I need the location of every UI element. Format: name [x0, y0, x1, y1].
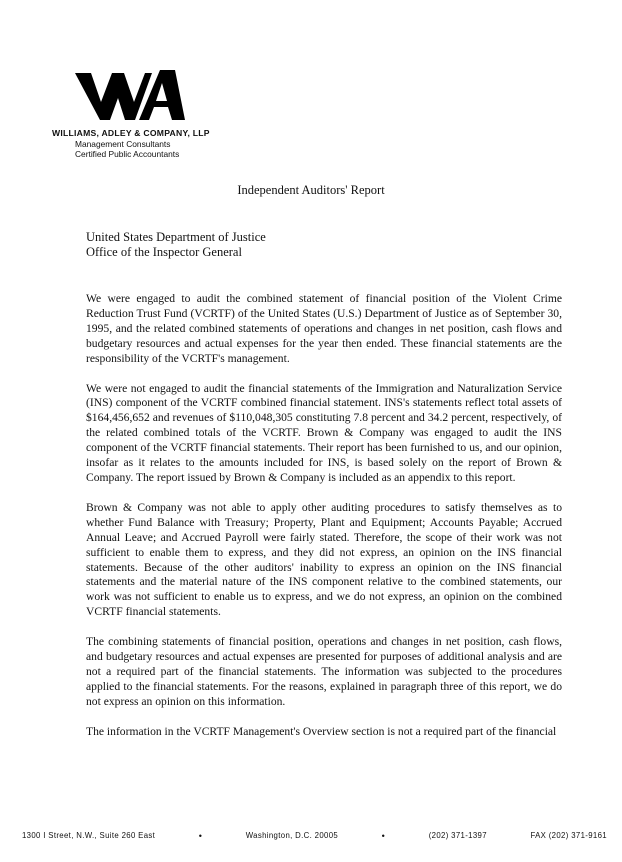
footer-city: Washington, D.C. 20005 [245, 831, 339, 840]
paragraph-2: We were not engaged to audit the financial statements of the Immigration and Naturalization Service (INS) component of the VCRTF combined financial statement. INS's statements reflect total assets of $164,456,652 and revenues of $110,048,305 constituting 7.8 percent and 34.2 percent, respectively, of the related combined totals of the VCRTF. Brown & Company was engaged to audit the INS component of the VCRTF financial statements. Their report has been furnished to us, and our opinion, insofar as it relates to the amounts included for INS, is based solely on the report of Brown & Company. The report issued by Brown & Company is included as an appendix to this report. [86, 381, 562, 484]
footer-separator: • [198, 831, 203, 841]
footer-separator: • [381, 831, 386, 841]
firm-subtitle-accountants: Certified Public Accountants [75, 149, 180, 159]
footer-fax: FAX (202) 371-9161 [530, 831, 607, 840]
wa-logo-icon [75, 70, 185, 124]
paragraph-4: The combining statements of financial position, operations and changes in net position, cash flows, and budgetary resources and actual expenses are presented for purposes of additional analysis and are not a required part of the financial statements. The information was subjected to the procedures applied to the financial statements. For the reasons, explained in paragraph three of this report, we do not express an opinion on this information. [86, 635, 562, 708]
firm-subtitle-consultants: Management Consultants [75, 139, 171, 149]
paragraph-1: We were engaged to audit the combined statement of financial position of the Violent Crime Reduction Trust Fund (VCRTF) of the United States (U.S.) Department of Justice as of September 30, 1995, and the related combined statements of operations and changes in net position, cash flows and budgetary resources and actual expenses for the year then ended. These financial statements are the responsibility of the VCRTF's management. [86, 292, 562, 365]
addressee-block [86, 230, 266, 260]
letterhead [52, 128, 252, 159]
addressee-line-1: United States Department of Justice [86, 230, 266, 244]
report-title: Independent Auditors' Report [237, 183, 385, 197]
footer [22, 831, 607, 841]
firm-name: WILLIAMS, ADLEY & COMPANY, LLP [52, 128, 210, 138]
footer-phone: (202) 371-1397 [428, 831, 487, 840]
paragraph-3: Brown & Company was not able to apply other auditing procedures to satisfy themselves as to whether Fund Balance with Treasury; Property, Plant and Equipment; Accounts Payable; Accrued Annual Leave; and Accrued Payroll were fairly stated. Therefore, the scope of their work was not sufficient to enable them to express, and they did not express, an opinion on the INS financial statements. Because of the other auditors' inability to express an opinion on the INS financial statements and the material nature of the INS component relative to the combined statements, our work was not sufficient to enable us to express, and we do not express, an opinion on the combined VCRTF financial statements. [86, 500, 562, 619]
footer-address: 1300 I Street, N.W., Suite 260 East [22, 831, 156, 840]
report-body [86, 292, 562, 755]
paragraph-5: The information in the VCRTF Management's Overview section is not a required part of the financial [86, 724, 557, 738]
addressee-line-2: Office of the Inspector General [86, 245, 242, 259]
